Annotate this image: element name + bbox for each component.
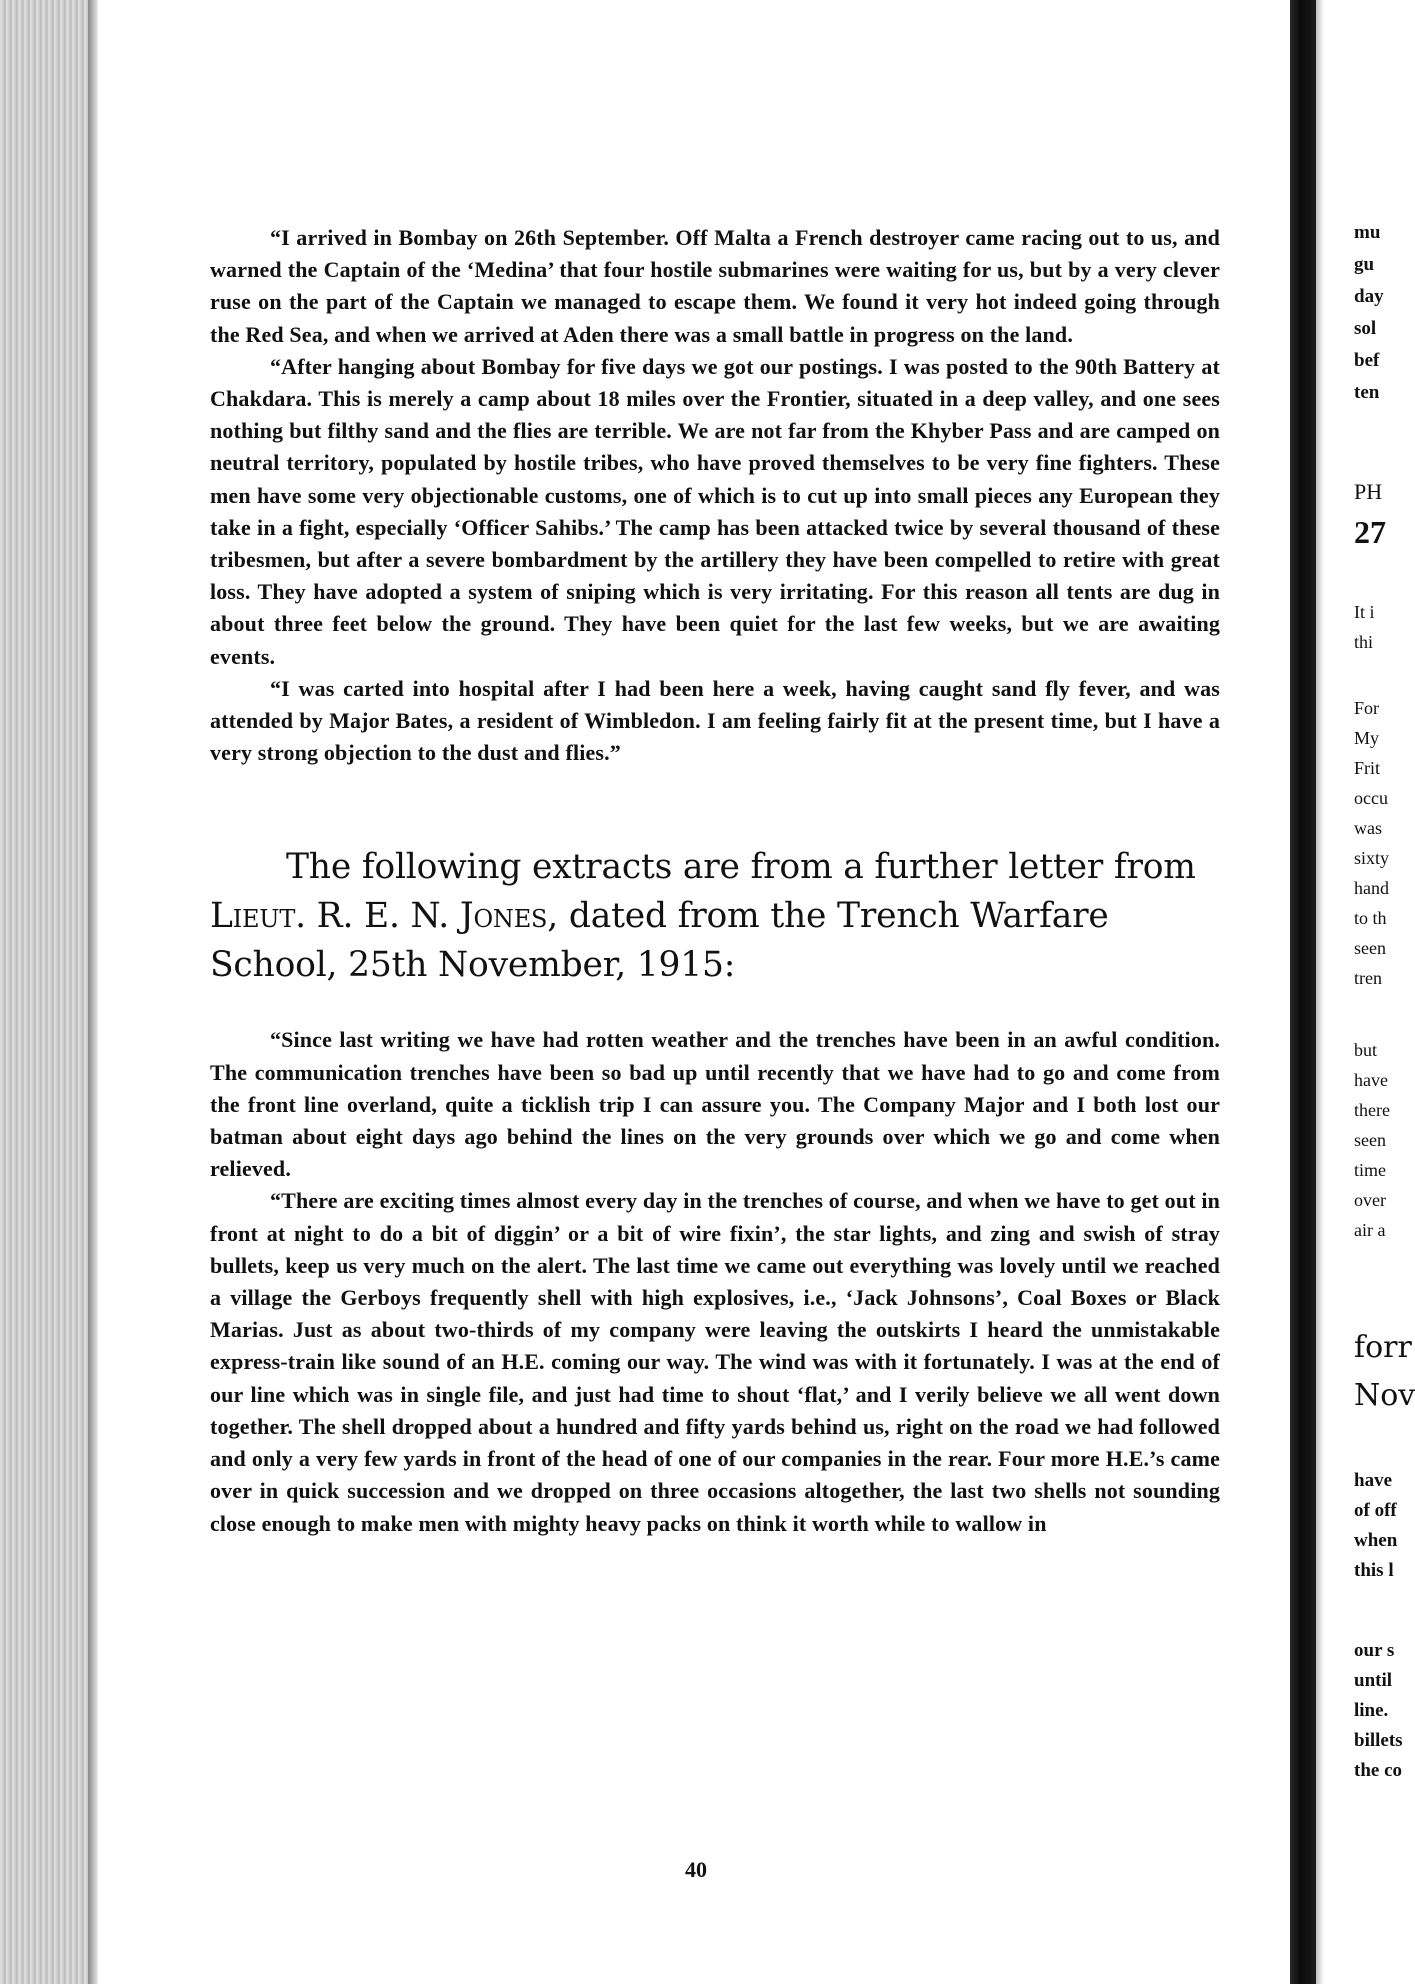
facing-heading-big: 27 [1354,514,1386,550]
facing-line: gu [1354,254,1375,275]
facing-line: but [1354,1040,1378,1060]
facing-line: have [1354,1470,1392,1491]
facing-line: tren [1354,968,1382,988]
book-gutter [1290,0,1316,1984]
facing-page-edge [1316,0,1324,1984]
facing-line: our s [1354,1640,1395,1661]
paragraph-exciting-times: “There are exciting times almost every day in the trenches of course, and when we have to get out in front at night to do a bit of diggin’ or a bit of wire fixin’, the star lights, and zing and swish of stray bullets, keep us very much on the alert. The last time we came out everything was lovely until we reached a village the Gerboys frequently shell with high explosives, i.e., ‘Jack Johnsons’, Coal Boxes or Black Marias. Just as about two-thirds of my company were leaving the outskirts I heard the unmistakable express-train like sound of an H.E. coming our way. The wind was with it fortunately. I was at the end of our line which was in single file, and just had time to shout ‘flat,’ and I verily believe we all went down together. The shell dropped about a hundred and fifty yards behind us, right on the road we had followed and only a very few yards in front of the head of one of our companies in the rear. Four more H.E.’s came over in quick succession and we dropped on three occasions altogether, the last two shells not sounding close enough to make men with mighty heavy packs on think it worth while to wallow in [210,1188,1220,1536]
facing-line: have [1354,1070,1388,1090]
facing-line: seen [1354,938,1386,958]
facing-line: thi [1354,632,1374,652]
heading-date: dated from the Trench Warfare School, 25th November, 1915: [210,896,1109,986]
paragraph-chakdara-posting: “After hanging about Bombay for five days we got our postings. I was posted to the 90th Battery at Chakdara. This is merely a camp about 18 miles over the Frontier, situated in a deep valley, and one sees nothing but filthy sand and the flies are terrible. We are not far from the Khyber Pass and are camped on neutral territory, populated by hostile tribes, who have proved themselves to be very fine fighters. These men have some very objectionable customs, one of which is to cut up into small pieces any European they take in a fight, especially ‘Officer Sahibs.’ The camp has been attacked twice by several thousand of these tribesmen, but after a severe bombardment by the artillery they have been compelled to retire with great loss. They have adopted a system of sniping which is very irritating. For this reason all tents are dug in about three feet below the ground. They have been quiet for the last few weeks, but we are awaiting events. [210,353,1220,669]
facing-heading-line: Nov [1354,1378,1415,1413]
facing-line: Frit [1354,758,1381,778]
facing-line: hand [1354,878,1389,898]
facing-line: there [1354,1100,1390,1120]
facing-line: of off [1354,1500,1397,1521]
page-text-column [210,222,1220,1540]
facing-line: was [1354,818,1382,838]
facing-heading-line: forr [1354,1330,1412,1365]
facing-line: when [1354,1530,1398,1551]
page-number: 40 [685,1857,707,1882]
facing-line: the co [1354,1760,1403,1781]
facing-line: day [1354,286,1384,307]
book-binding-edge [0,0,98,1984]
facing-line: until [1354,1670,1393,1691]
facing-heading-small: PH [1354,479,1383,504]
facing-line: It i [1354,602,1375,622]
heading-intro: The following extracts are from a further letter from [286,847,1196,888]
section-heading [210,843,1220,990]
facing-line: sol [1354,318,1377,339]
heading-name-small-caps: Lieut. R. E. N. Jones, [210,896,559,937]
facing-line: time [1354,1160,1386,1180]
facing-line: My [1354,728,1380,748]
facing-line: line. [1354,1700,1389,1721]
paragraph-hospital: “I was carted into hospital after I had been here a week, having caught sand fly fever, and was attended by Major Bates, a resident of Wimbledon. I am feeling fairly fit at the present time, but I have a very strong objection to the dust and flies.” [210,675,1220,766]
facing-line: For [1354,698,1380,718]
facing-line: to th [1354,908,1387,928]
facing-line: billets [1354,1730,1403,1751]
facing-line: seen [1354,1130,1386,1150]
facing-line: air a [1354,1220,1386,1240]
paragraph-rotten-weather: “Since last writing we have had rotten weather and the trenches have been in an awful condition. The communication trenches have been so bad up until recently that we have had to go and come from the front line overland, quite a ticklish trip I can assure you. The Company Major and I both lost our batman about eight days ago behind the lines on the very grounds over which we go and come when relieved. [210,1027,1220,1182]
paragraph-arrival-bombay: “I arrived in Bombay on 26th September. Off Malta a French destroyer came racing out to us, and warned the Captain of the ‘Medina’ that four hostile submarines were waiting for us, but by a very clever ruse on the part of the Captain we managed to escape them. We found it very hot indeed going through the Red Sea, and when we arrived at Aden there was a small battle in progress on the land. [210,225,1220,347]
facing-line: over [1354,1190,1386,1210]
facing-page-fragment [1324,0,1415,1984]
facing-line: this l [1354,1560,1394,1581]
facing-line: bef [1354,350,1380,371]
facing-line: ten [1354,382,1380,403]
facing-line: occu [1354,788,1388,808]
facing-line: sixty [1354,848,1390,868]
facing-line: mu [1354,222,1381,243]
